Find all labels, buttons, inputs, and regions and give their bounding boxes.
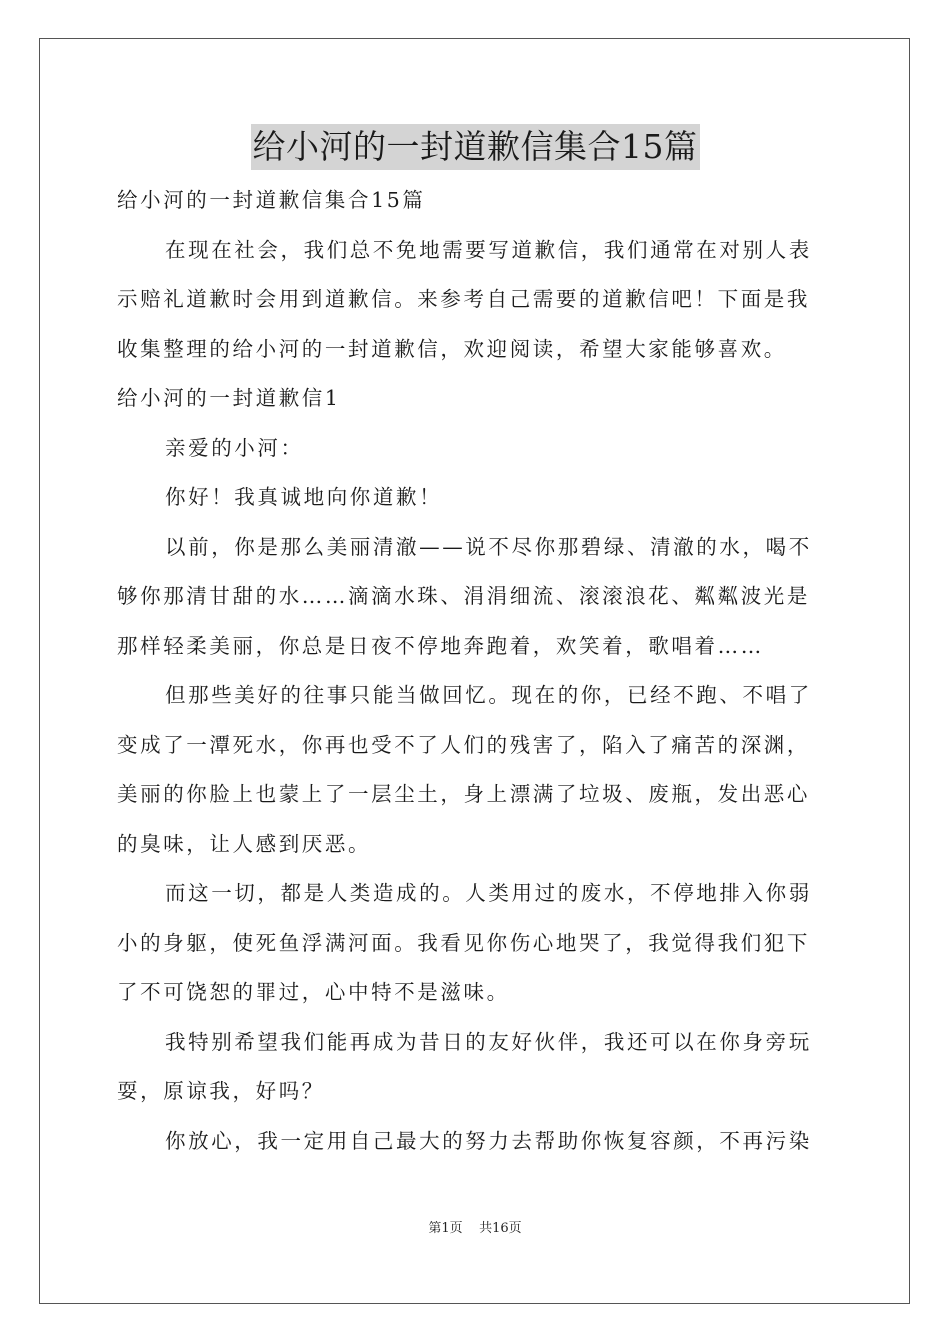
text-line: 而这一切，都是人类造成的。人类用过的废水，不停地排入你弱 bbox=[165, 881, 812, 905]
text-line: 变成了一潭死水，你再也受不了人们的残害了，陷入了痛苦的深渊， bbox=[117, 732, 810, 757]
text-line: 给小河的一封道歉信集合15篇 bbox=[117, 188, 426, 212]
page-number: 第1页 bbox=[428, 1221, 463, 1236]
document-title: 给小河的一封道歉信集合15篇 bbox=[251, 124, 700, 170]
text-line: 你好！我真诚地向你道歉！ bbox=[165, 485, 443, 509]
title-container bbox=[0, 124, 950, 170]
text-line: 美丽的你脸上也蒙上了一层尘土，身上漂满了垃圾、废瓶，发出恶心 bbox=[117, 782, 810, 806]
text-line: 你放心，我一定用自己最大的努力去帮助你恢复容颜，不再污染 bbox=[165, 1128, 812, 1153]
text-line: 的臭味，让人感到厌恶。 bbox=[117, 831, 372, 856]
text-line: 收集整理的给小河的一封道歉信，欢迎阅读，希望大家能够喜欢。 bbox=[117, 336, 787, 361]
text-line: 给小河的一封道歉信1 bbox=[117, 386, 341, 410]
text-line: 小的身躯，使死鱼浮满河面。我看见你伤心地哭了，我觉得我们犯下 bbox=[117, 930, 810, 955]
text-line: 在现在社会，我们总不免地需要写道歉信，我们通常在对别人表 bbox=[165, 237, 812, 262]
total-pages: 共16页 bbox=[479, 1221, 522, 1236]
text-line: 够你那清甘甜的水……滴滴水珠、涓涓细流、滚滚浪花、粼粼波光是 bbox=[117, 584, 810, 608]
text-line: 示赔礼道歉时会用到道歉信。来参考自己需要的道歉信吧！下面是我 bbox=[117, 287, 810, 311]
text-line: 我特别希望我们能再成为昔日的友好伙伴，我还可以在你身旁玩 bbox=[165, 1029, 812, 1054]
text-line: 亲爱的小河： bbox=[165, 435, 304, 460]
text-line: 耍，原谅我，好吗？ bbox=[117, 1079, 325, 1103]
text-line: 以前，你是那么美丽清澈——说不尽你那碧绿、清澈的水，喝不 bbox=[165, 534, 812, 559]
text-line: 但那些美好的往事只能当做回忆。现在的你，已经不跑、不唱了 bbox=[165, 683, 812, 707]
page-footer bbox=[0, 1220, 950, 1238]
text-line: 那样轻柔美丽，你总是日夜不停地奔跑着，欢笑着，歌唱着…… bbox=[117, 633, 764, 658]
document-body bbox=[117, 176, 833, 1166]
text-line: 了不可饶恕的罪过，心中特不是滋味。 bbox=[117, 980, 510, 1004]
